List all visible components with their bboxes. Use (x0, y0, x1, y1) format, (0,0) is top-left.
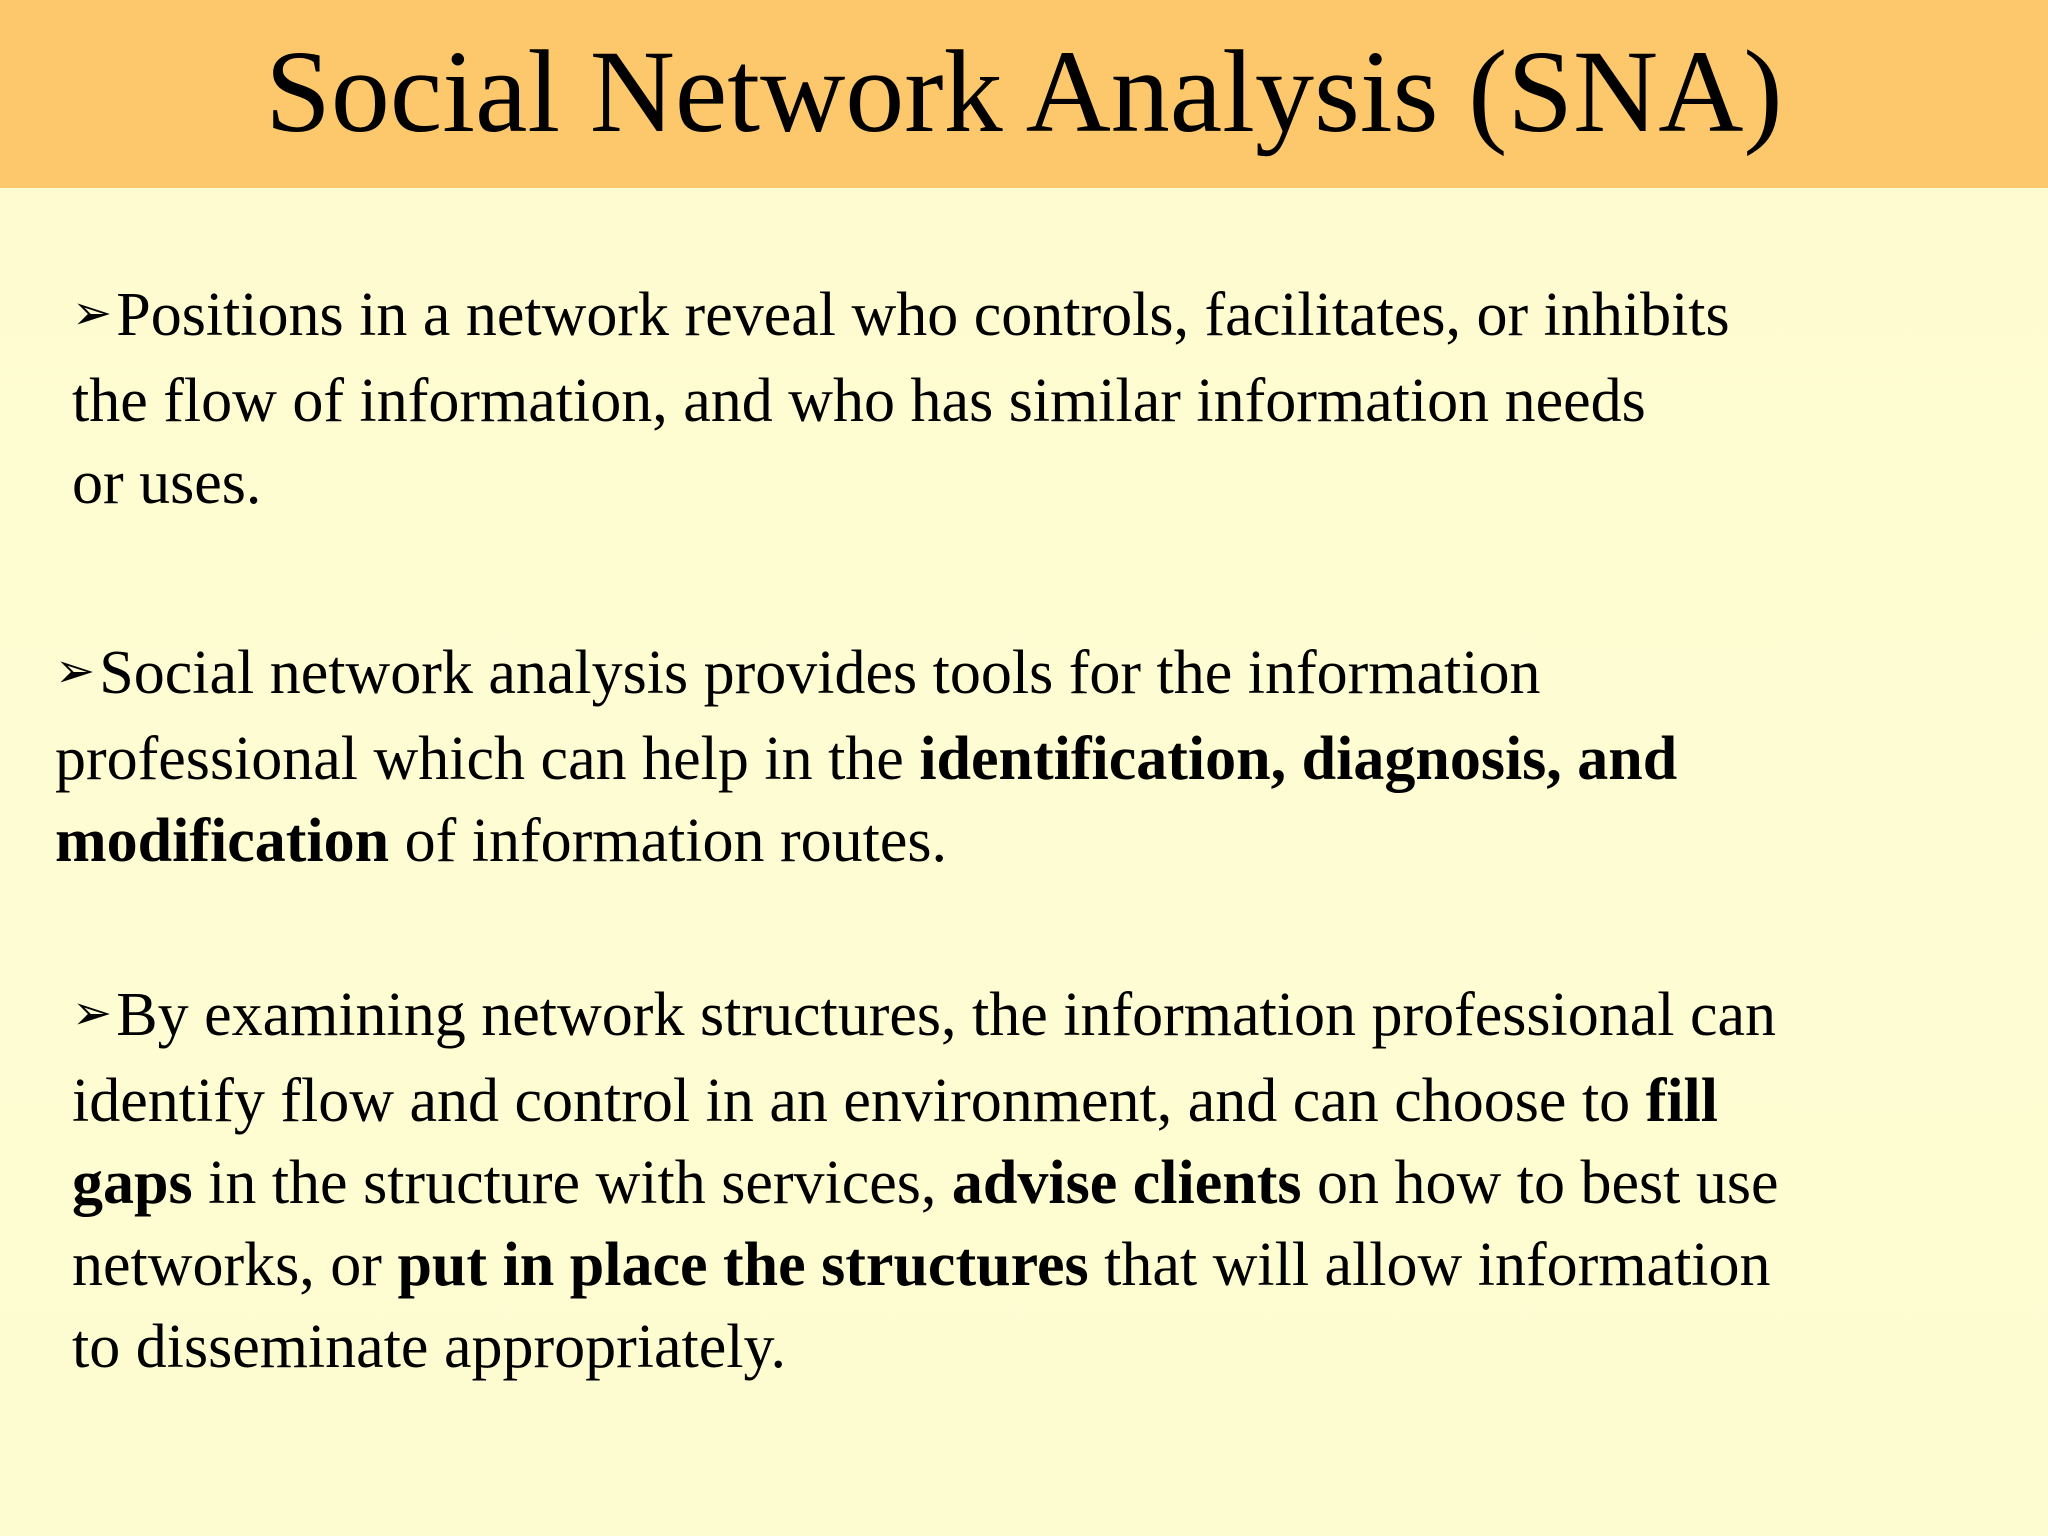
bullet-2-line-1: Social network analysis provides tools for the information (99, 639, 1541, 707)
bullet-1 (72, 274, 1992, 524)
bullet-2-emphasis-2: modification (55, 807, 390, 875)
bullet-3-emphasis-fill: fill (1645, 1067, 1719, 1135)
bullet-3 (72, 974, 1992, 1388)
arrow-bullet-icon: ➢ (55, 643, 96, 699)
bullet-3-emphasis-advise: advise clients (951, 1149, 1302, 1217)
bullet-3-line-1: By examining network structures, the information professional can (116, 981, 1777, 1049)
arrow-bullet-icon: ➢ (72, 985, 113, 1041)
bullet-3-line-3-text-a: in the structure with services, (192, 1149, 952, 1217)
bullet-3-line-2-text: identify flow and control in an environment, and can choose to (72, 1067, 1646, 1135)
bullet-2-line-2-text: professional which can help in the (55, 725, 920, 793)
bullet-3-line-5: to disseminate appropriately. (72, 1313, 786, 1381)
bullet-1-line-3: or uses. (72, 449, 262, 517)
bullet-3-line-4-text-b: that will allow information (1088, 1231, 1771, 1299)
bullet-2-line-3-text: of information routes. (389, 807, 947, 875)
bullet-3-line-3-text-c: on how to best use (1301, 1149, 1779, 1217)
arrow-bullet-icon: ➢ (72, 285, 113, 341)
bullet-1-line-2: the flow of information, and who has similar information needs (72, 367, 1646, 435)
bullet-3-emphasis-gaps: gaps (72, 1149, 193, 1217)
slide-title: Social Network Analysis (SNA) (265, 26, 1783, 157)
title-bar (0, 0, 2048, 188)
bullet-3-line-4-text-a: networks, or (72, 1231, 398, 1299)
bullet-2-emphasis-1: identification, diagnosis, and (919, 725, 1678, 793)
bullet-3-emphasis-structures: put in place the structures (397, 1231, 1089, 1299)
bullet-2 (55, 632, 1975, 882)
bullet-1-line-1: Positions in a network reveal who controls, facilitates, or inhibits (116, 281, 1730, 349)
